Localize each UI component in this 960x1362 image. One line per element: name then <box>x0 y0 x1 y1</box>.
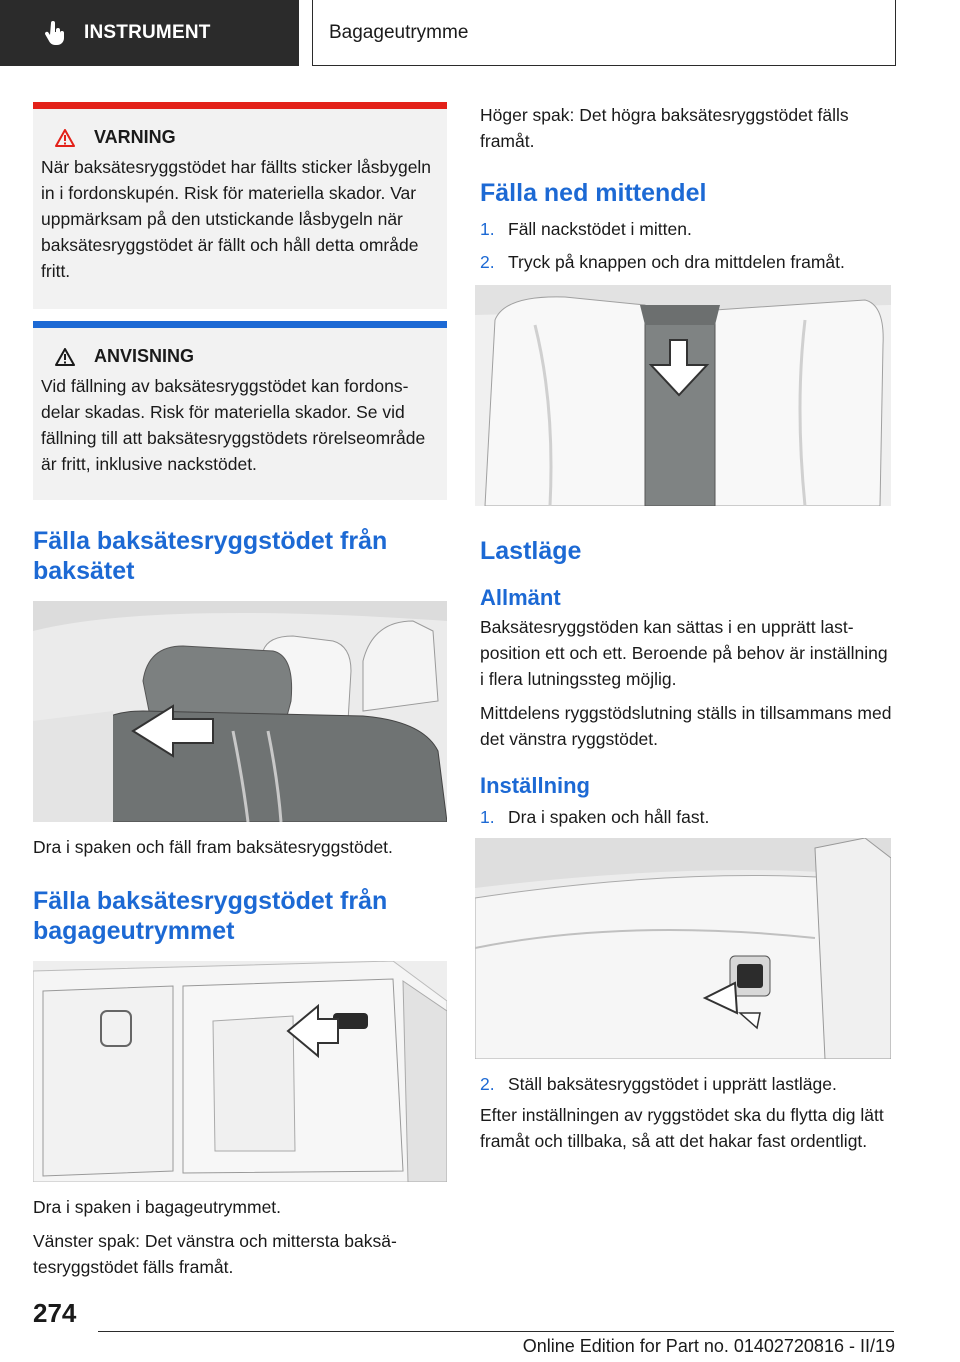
notice-text: Vid fällning av baksätesryggstödet kan fordonsdelar skadas. Risk för materiella skador. Se vid fällning till att baksätesryggstödets rörelseområde är fritt, inklusive nackstödet. <box>41 376 426 474</box>
figure-center-section <box>475 285 891 506</box>
notice-title: ANVISNING <box>94 346 195 366</box>
para-after-setting: Efter inställningen av ryggstödet ska du flytta dig lätt framåt och tillbaka, så att det hakar fast ordentligt. <box>480 1105 884 1151</box>
center-step-1: 1. Fäll nackstödet i mitten. <box>480 219 692 239</box>
caption-luggage: Dra i spaken i bagageutrymmet. <box>33 1197 282 1217</box>
page-footer <box>0 1298 960 1362</box>
page-number: 274 <box>33 1298 77 1328</box>
center-step-2: 2. Tryck på knappen och dra mittdelen framåt. <box>480 252 845 272</box>
para-general-1: Baksätesryggstöden kan sättas i en upprätt lastposition ett och ett. Beroende på behov är inställning i flera lutningssteg möjlig. <box>480 617 888 689</box>
setting-step-2: 2. Ställ baksätesryggstödet i upprätt lastläge. <box>480 1074 837 1094</box>
setting-step-1: 1. Dra i spaken och håll fast. <box>480 807 710 827</box>
warning-box <box>33 102 447 309</box>
setting-steps-list-a <box>480 804 892 830</box>
heading-cargo-position: Lastläge <box>480 537 582 565</box>
footer-divider <box>98 1331 894 1332</box>
warning-text: När baksätesryggstödet har fällts sticker låsbygeln in i fordonskupén. Risk för materiella skador. Var uppmärksam på den utstickande låsbygeln när baksätesryggstödet är fällt och håll detta område fritt. <box>41 157 432 281</box>
warning-heading <box>41 127 437 148</box>
setting-steps-list-b <box>480 1071 892 1097</box>
figure-setting-lever <box>475 838 891 1059</box>
page-header <box>0 0 960 66</box>
warning-triangle-icon <box>55 129 75 147</box>
chapter-tab[interactable] <box>0 0 299 66</box>
figure-luggage-lever <box>33 961 447 1182</box>
caption-rear-seat: Dra i spaken och fäll fram baksätesryggstödet. <box>33 837 393 857</box>
subheading-general: Allmänt <box>480 585 561 610</box>
section-title: Bagageutrymme <box>312 0 896 66</box>
subheading-setting: Inställning <box>480 773 590 798</box>
heading-fold-from-rear-seat: Fälla baksätesryggstödet från baksätet <box>33 527 388 585</box>
center-steps-list <box>480 216 892 275</box>
edition-label: Online Edition for Part no. 01402720816 - II/19 <box>522 1336 895 1356</box>
left-column <box>33 102 447 1280</box>
warning-title: VARNING <box>94 127 176 147</box>
hand-pointer-icon <box>42 20 68 46</box>
para-left-lever: Vänster spak: Det vänstra och mittersta baksätesryggstödet fälls framåt. <box>33 1231 397 1277</box>
heading-fold-center: Fälla ned mittendel <box>480 179 707 207</box>
notice-triangle-icon <box>55 348 75 366</box>
para-general-2: Mittdelens ryggstödslutning ställs in tillsammans med det vänstra ryggstödet. <box>480 703 892 749</box>
para-right-lever: Höger spak: Det högra baksätesryggstödet fälls framåt. <box>480 105 849 151</box>
heading-fold-from-luggage: Fälla baksätesryggstödet från bagageutrymmet <box>33 887 388 945</box>
right-column <box>480 102 892 1154</box>
notice-heading <box>41 346 437 367</box>
figure-rear-seat-lever <box>33 601 447 822</box>
notice-box <box>33 321 447 500</box>
chapter-tab-label: INSTRUMENT <box>84 22 211 43</box>
